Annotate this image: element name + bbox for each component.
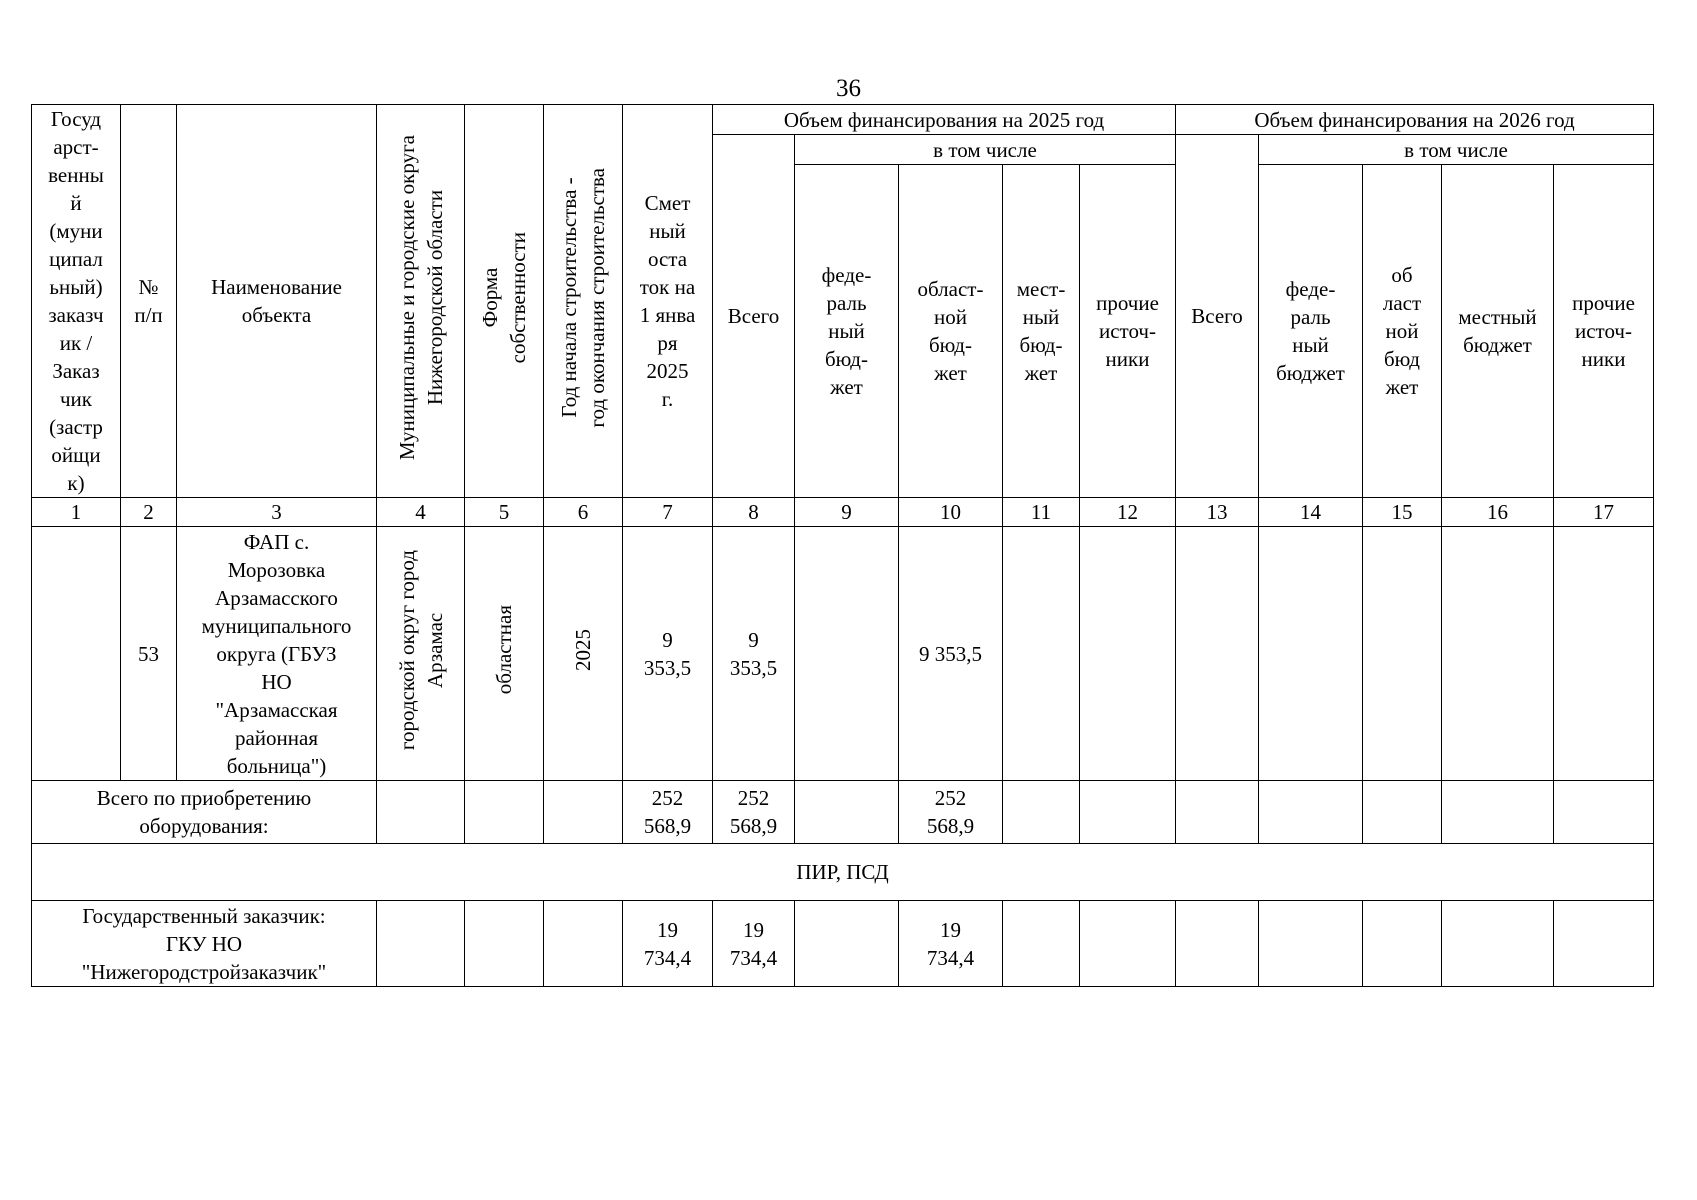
header-fin-2025: Объем финансирования на 2025 год (713, 105, 1176, 135)
object-municipal-text: городской округ город Арзамас (394, 549, 447, 751)
equipment-local-2025 (1003, 781, 1080, 844)
object-federal-2025 (795, 527, 899, 781)
object-regional-2026 (1363, 527, 1442, 781)
col-num-16: 16 (1442, 498, 1554, 527)
col-num-9: 9 (795, 498, 899, 527)
object-name: ФАП с. Морозовка Арзамасского муниципального округа (ГБУЗ НО "Арзамасская районная больница") (177, 527, 377, 781)
col-num-17: 17 (1554, 498, 1654, 527)
equipment-total-label: Всего по приобретению оборудования: (32, 781, 377, 844)
equipment-regional-2026 (1363, 781, 1442, 844)
table-row-object (32, 527, 1654, 781)
object-years-text: 2025 (571, 629, 595, 671)
equipment-federal-2026 (1259, 781, 1363, 844)
object-ownership (465, 527, 544, 781)
col-num-15: 15 (1363, 498, 1442, 527)
header-fin-2026: Объем финансирования на 2026 год (1176, 105, 1654, 135)
customer-other-2025 (1080, 901, 1176, 987)
customer-regional-2025: 19 734,4 (899, 901, 1003, 987)
customer-other-2026 (1554, 901, 1654, 987)
customer-local-2026 (1442, 901, 1554, 987)
object-estimate: 9 353,5 (623, 527, 713, 781)
header-municipal (377, 105, 465, 498)
financing-table (31, 104, 1654, 987)
customer-local-2025 (1003, 901, 1080, 987)
header-row-1 (32, 105, 1654, 135)
header-municipal-text: Муниципальные и городские округа Нижегородской области (394, 134, 447, 461)
equipment-other-2025 (1080, 781, 1176, 844)
object-other-2026 (1554, 527, 1654, 781)
header-federal-2025: феде- раль ный бюд- жет (795, 165, 899, 498)
column-number-row (32, 498, 1654, 527)
header-regional-2025: област- ной бюд- жет (899, 165, 1003, 498)
customer-estimate: 19 734,4 (623, 901, 713, 987)
col-num-7: 7 (623, 498, 713, 527)
header-years (544, 105, 623, 498)
col-num-1: 1 (32, 498, 121, 527)
header-num: № п/п (121, 105, 177, 498)
col-num-5: 5 (465, 498, 544, 527)
object-federal-2026 (1259, 527, 1363, 781)
header-incl-2026: в том числе (1259, 135, 1654, 165)
header-local-2026: местный бюджет (1442, 165, 1554, 498)
section-title: ПИР, ПСД (32, 844, 1654, 901)
customer-years (544, 901, 623, 987)
header-other-2025: прочие источ- ники (1080, 165, 1176, 498)
equipment-other-2026 (1554, 781, 1654, 844)
customer-federal-2025 (795, 901, 899, 987)
col-num-2: 2 (121, 498, 177, 527)
equipment-federal-2025 (795, 781, 899, 844)
equipment-ownership (465, 781, 544, 844)
equipment-years (544, 781, 623, 844)
equipment-estimate: 252 568,9 (623, 781, 713, 844)
equipment-local-2026 (1442, 781, 1554, 844)
col-num-11: 11 (1003, 498, 1080, 527)
header-federal-2026: феде- раль ный бюджет (1259, 165, 1363, 498)
equipment-total-2025: 252 568,9 (713, 781, 795, 844)
equipment-regional-2025: 252 568,9 (899, 781, 1003, 844)
header-estimate: Смет ный оста ток на 1 янва ря 2025 г. (623, 105, 713, 498)
object-total-2026 (1176, 527, 1259, 781)
header-total-2026: Всего (1176, 135, 1259, 498)
table-row-equipment-total (32, 781, 1654, 844)
header-object-name: Наименование объекта (177, 105, 377, 498)
object-years (544, 527, 623, 781)
page-number: 36 (836, 75, 861, 102)
col-num-10: 10 (899, 498, 1003, 527)
object-local-2026 (1442, 527, 1554, 781)
customer-federal-2026 (1259, 901, 1363, 987)
header-ownership-text: Форма собственности (478, 231, 530, 364)
col-num-13: 13 (1176, 498, 1259, 527)
object-regional-2025: 9 353,5 (899, 527, 1003, 781)
state-customer-label: Государственный заказчик: ГКУ НО "Нижегородстройзаказчик" (32, 901, 377, 987)
customer-municipal (377, 901, 465, 987)
object-num: 53 (121, 527, 177, 781)
object-customer-cell (32, 527, 121, 781)
col-num-3: 3 (177, 498, 377, 527)
object-total-2025: 9 353,5 (713, 527, 795, 781)
header-total-2025: Всего (713, 135, 795, 498)
col-num-12: 12 (1080, 498, 1176, 527)
table-row-section (32, 844, 1654, 901)
col-num-8: 8 (713, 498, 795, 527)
col-num-14: 14 (1259, 498, 1363, 527)
header-other-2026: прочие источ- ники (1554, 165, 1654, 498)
customer-total-2026 (1176, 901, 1259, 987)
customer-total-2025: 19 734,4 (713, 901, 795, 987)
header-years-text: Год начала строительства - год окончания строительства (557, 167, 609, 428)
equipment-municipal (377, 781, 465, 844)
header-regional-2026: об ласт ной бюд жет (1363, 165, 1442, 498)
customer-ownership (465, 901, 544, 987)
header-incl-2025: в том числе (795, 135, 1176, 165)
object-ownership-text: областная (492, 605, 516, 695)
object-other-2025 (1080, 527, 1176, 781)
customer-regional-2026 (1363, 901, 1442, 987)
header-customer: Госуд арст- венны й (муни ципал ьный) заказч ик / Заказ чик (застр ойщи к) (32, 105, 121, 498)
table-row-state-customer (32, 901, 1654, 987)
col-num-6: 6 (544, 498, 623, 527)
header-ownership (465, 105, 544, 498)
equipment-total-2026 (1176, 781, 1259, 844)
object-municipal (377, 527, 465, 781)
object-local-2025 (1003, 527, 1080, 781)
header-local-2025: мест- ный бюд- жет (1003, 165, 1080, 498)
col-num-4: 4 (377, 498, 465, 527)
